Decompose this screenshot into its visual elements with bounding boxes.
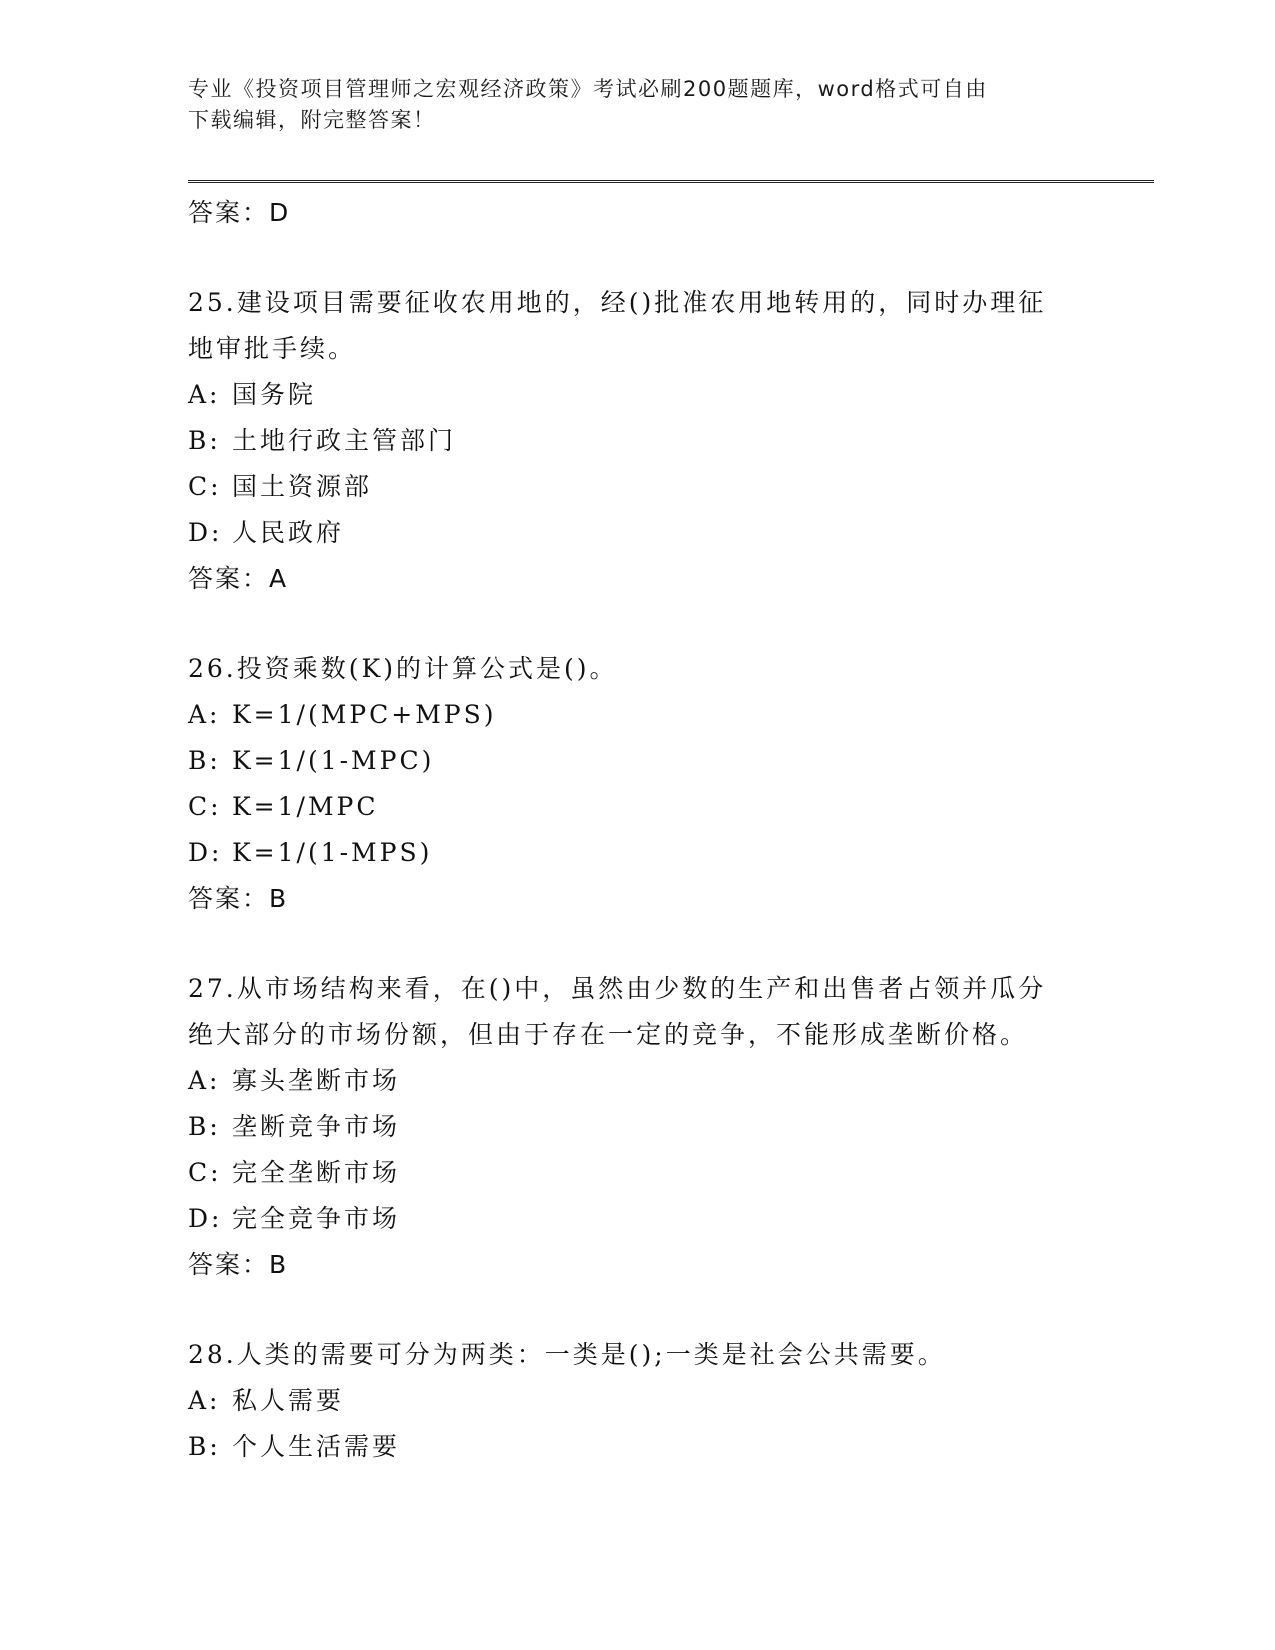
option-c [188, 464, 1088, 510]
answer-label: 答案：D [188, 198, 291, 227]
header-line-2: 下载编辑，附完整答案！ [188, 108, 436, 132]
option-letter: C: [188, 472, 222, 501]
option-b [188, 1424, 1088, 1470]
option-letter: A: [188, 380, 221, 409]
option-c [188, 784, 1088, 830]
option-text: K=1/MPC [232, 792, 379, 821]
page-header [188, 74, 1088, 136]
option-a [188, 1058, 1088, 1104]
question-text: 26.投资乘数(K)的计算公式是()。 [188, 654, 618, 683]
option-text: 寡头垄断市场 [232, 1066, 401, 1095]
option-letter: C: [188, 1158, 222, 1187]
option-letter: A: [188, 1066, 221, 1095]
option-letter: B: [188, 1112, 221, 1141]
option-text: 土地行政主管部门 [232, 426, 457, 455]
option-a [188, 1378, 1088, 1424]
option-letter: A: [188, 700, 221, 729]
question-text: 27.从市场结构来看，在()中，虽然由少数的生产和出售者占领并瓜分 [188, 974, 1047, 1003]
option-text: 个人生活需要 [232, 1432, 401, 1461]
option-text: K=1/(MPC+MPS) [232, 700, 497, 729]
option-text: 国土资源部 [232, 472, 373, 501]
option-b [188, 738, 1088, 784]
option-d [188, 830, 1088, 876]
option-b [188, 1104, 1088, 1150]
option-text: 国务院 [232, 380, 317, 409]
option-letter: C: [188, 792, 222, 821]
option-text: K=1/(1-MPS) [232, 838, 433, 867]
option-letter: B: [188, 746, 221, 775]
option-d [188, 510, 1088, 556]
question-text: 28.人类的需要可分为两类：一类是();一类是社会公共需要。 [188, 1340, 946, 1369]
header-line-1: 专业《投资项目管理师之宏观经济政策》考试必刷200题题库，word格式可自由 [188, 77, 988, 101]
option-text: 完全竞争市场 [232, 1204, 401, 1233]
option-letter: D: [188, 518, 223, 547]
answer-label: 答案：B [188, 884, 289, 913]
option-b [188, 418, 1088, 464]
question-text-continued: 地审批手续。 [188, 334, 357, 363]
question-text: 25.建设项目需要征收农用地的，经()批准农用地转用的，同时办理征 [188, 288, 1047, 317]
option-a [188, 372, 1088, 418]
option-text: 人民政府 [232, 518, 345, 547]
question-text-continued: 绝大部分的市场份额，但由于存在一定的竞争，不能形成垄断价格。 [188, 1020, 1029, 1049]
answer-label: 答案：B [188, 1250, 289, 1279]
question-25 [188, 280, 1088, 602]
question-26 [188, 646, 1088, 922]
header-divider [188, 180, 1154, 183]
option-text: 完全垄断市场 [232, 1158, 401, 1187]
option-text: K=1/(1-MPC) [232, 746, 435, 775]
option-letter: B: [188, 1432, 221, 1461]
answer-label: 答案：A [188, 564, 289, 593]
option-d [188, 1196, 1088, 1242]
option-letter: D: [188, 838, 223, 867]
option-text: 私人需要 [232, 1386, 345, 1415]
option-text: 垄断竞争市场 [232, 1112, 401, 1141]
option-letter: B: [188, 426, 221, 455]
option-letter: D: [188, 1204, 223, 1233]
document-body [188, 190, 1088, 1470]
option-c [188, 1150, 1088, 1196]
option-a [188, 692, 1088, 738]
option-letter: A: [188, 1386, 221, 1415]
question-28 [188, 1332, 1088, 1470]
question-27 [188, 966, 1088, 1288]
